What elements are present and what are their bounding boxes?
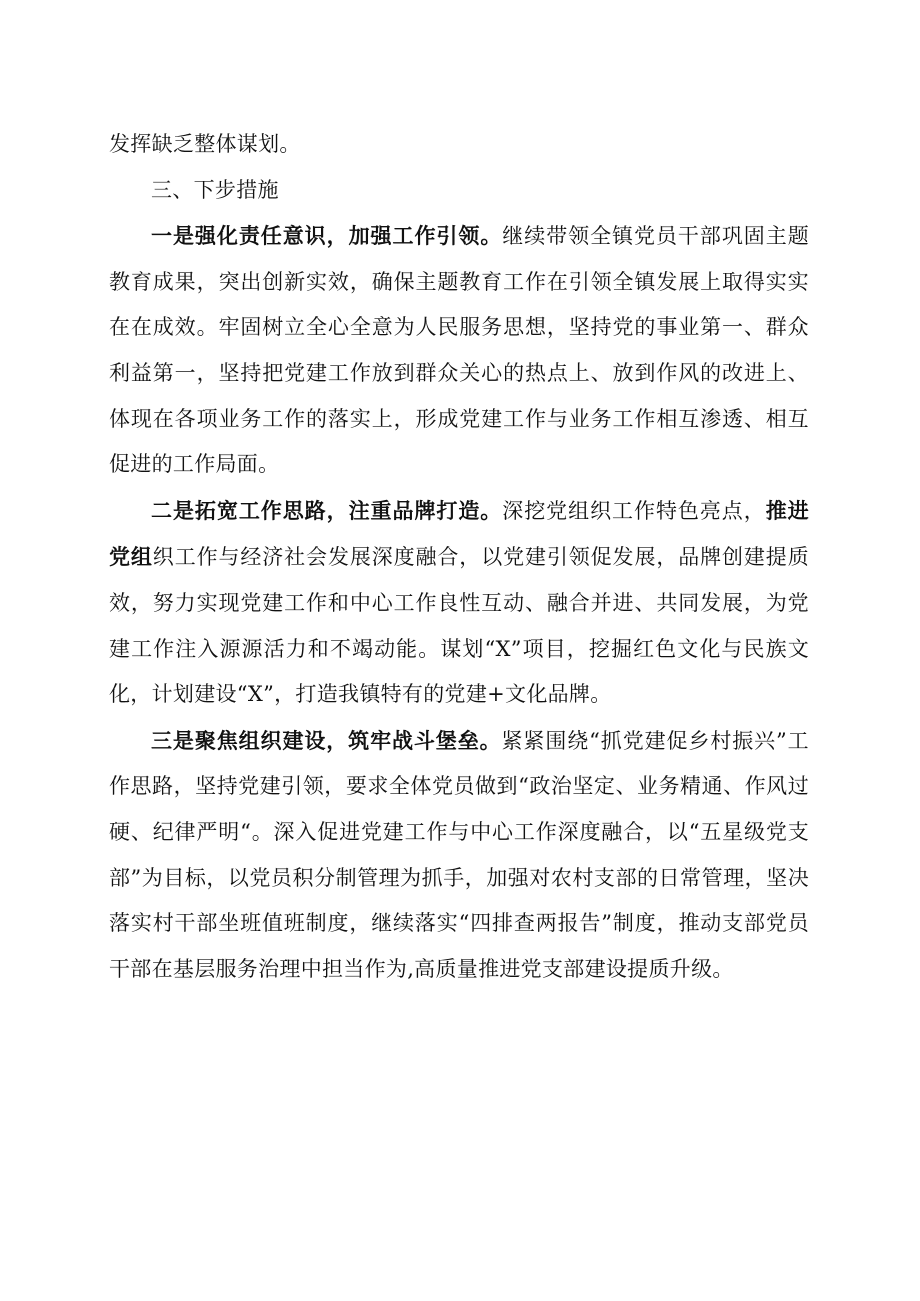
- measure-1-lead: 一是强化责任意识，加强工作引领。: [151, 223, 503, 249]
- measure-paragraph-1: [109, 213, 809, 488]
- measure-3-body: 紧紧围绕“抓党建促乡村振兴”工作思路，坚持党建引领，要求全体党员做到“政治坚定、业务精通、作风过硬、纪律严明“。深入促进党建工作与中心工作深度融合，以“五星级党支部”为目标，以党员积分制管理为抓手，加强对农村支部的日常管理，坚决落实村干部坐班值班制度，继续落实“四排查两报告”制度，推动支部党员干部在基层服务治理中担当作为,高质量推进党支部建设提质升级。: [109, 728, 809, 981]
- measure-2-lead-continued: 推进党组: [109, 497, 809, 570]
- section-heading-text: 三、下步措施: [151, 177, 279, 202]
- paragraph-text: 发挥缺乏整体谋划。: [109, 132, 301, 156]
- measure-paragraph-2: [109, 488, 809, 718]
- measure-2-body-continued: 织工作与经济社会发展深度融合，以党建引领促发展，品牌创建提质效，努力实现党建工作和中心工作良性互动、融合并进、共同发展，为党建工作注入源源活力和不竭动能。谋划“X”项目，挖掘红色文化与民族文化，计划建设“X”，打造我镇特有的党建+文化品牌。: [109, 545, 809, 707]
- measure-3-lead: 三是聚焦组织建设，筑牢战斗堡垒。: [151, 727, 502, 753]
- paragraph-continuation: [109, 122, 809, 168]
- measure-2-lead: 二是拓宽工作思路，注重品牌打造。: [151, 497, 503, 523]
- measure-paragraph-3: [109, 718, 809, 993]
- document-body: [109, 122, 809, 992]
- measure-2-body: 深挖党组织工作特色亮点，: [502, 498, 766, 523]
- measure-1-body: 继续带领全镇党员干部巩固主题教育成果，突出创新实效，确保主题教育工作在引领全镇发展上取得实实在在成效。牢固树立全心全意为人民服务思想，坚持党的事业第一、群众利益第一，坚持把党建工作放到群众关心的热点上、放到作风的改进上、体现在各项业务工作的落实上，形成党建工作与业务工作相互渗透、相互促进的工作局面。: [109, 224, 809, 477]
- section-heading: [109, 168, 809, 214]
